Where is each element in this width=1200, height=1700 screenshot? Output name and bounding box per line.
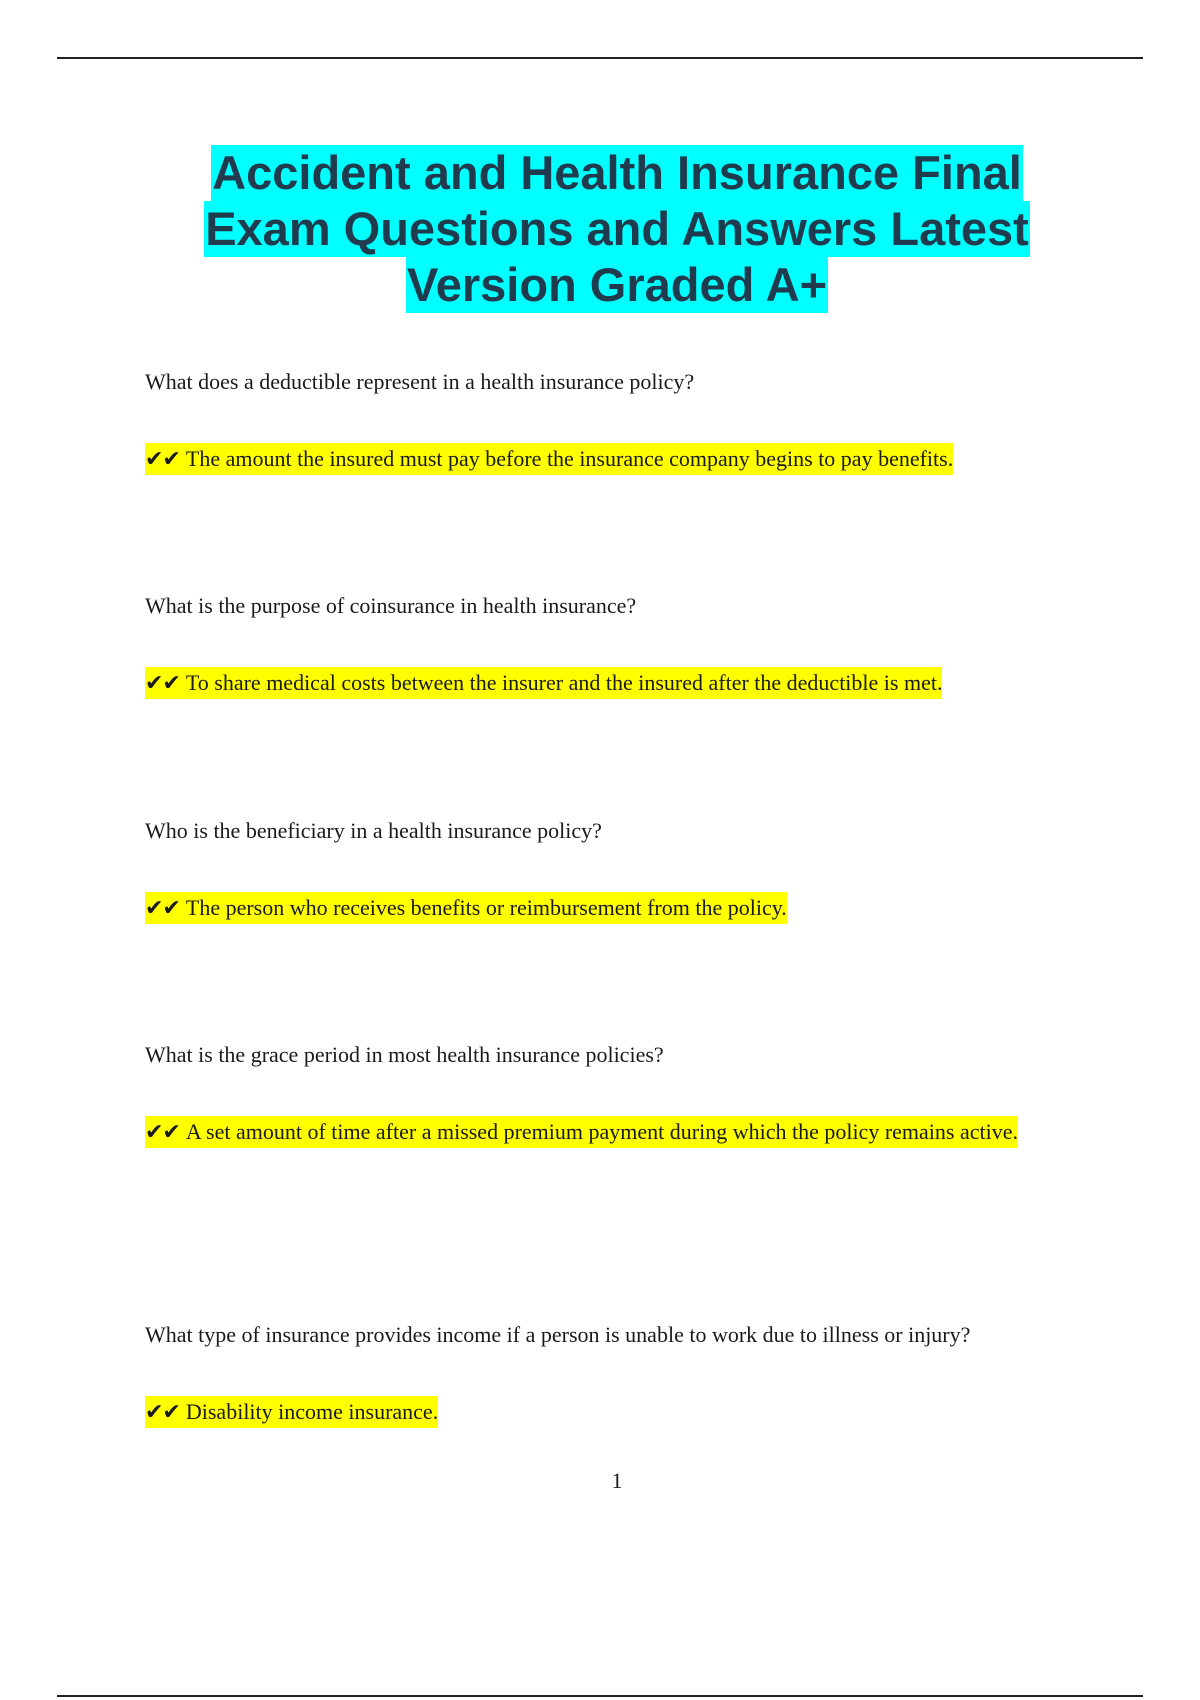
answer-text: To share medical costs between the insurer and the insured after the deductible is met. bbox=[185, 670, 943, 695]
answer-highlight bbox=[145, 443, 953, 475]
page-number: 1 bbox=[611, 1468, 623, 1493]
check-mark-icon: ✔✔ bbox=[145, 671, 180, 696]
check-mark-icon: ✔✔ bbox=[145, 896, 180, 921]
answer bbox=[145, 877, 1045, 939]
question: What is the purpose of coinsurance in health insurance? bbox=[145, 593, 637, 618]
answer-highlight bbox=[145, 667, 942, 699]
answer-highlight bbox=[145, 892, 787, 924]
question: What does a deductible represent in a health insurance policy? bbox=[145, 369, 695, 394]
question: What is the grace period in most health insurance policies? bbox=[145, 1042, 664, 1067]
answer-highlight bbox=[145, 1116, 1018, 1148]
title-line: Accident and Health Insurance Final bbox=[212, 146, 1022, 199]
answer-text: A set amount of time after a missed premium payment during which the policy remains active. bbox=[185, 1119, 1018, 1144]
check-mark-icon: ✔✔ bbox=[145, 1400, 180, 1425]
answer bbox=[145, 1101, 1045, 1163]
answer-text: Disability income insurance. bbox=[185, 1399, 439, 1424]
answer bbox=[145, 428, 1045, 490]
answer-highlight bbox=[145, 1396, 438, 1428]
check-mark-icon: ✔✔ bbox=[145, 447, 180, 472]
answer bbox=[145, 1381, 1045, 1443]
question: What type of insurance provides income if a person is unable to work due to illness or injury? bbox=[145, 1322, 971, 1347]
check-mark-icon: ✔✔ bbox=[145, 1120, 180, 1145]
question: Who is the beneficiary in a health insurance policy? bbox=[145, 818, 602, 843]
bottom-rule bbox=[57, 1695, 1143, 1697]
answer-text: The amount the insured must pay before the insurance company begins to pay benefits. bbox=[185, 446, 954, 471]
title-line: Version Graded A+ bbox=[406, 258, 828, 311]
title-line: Exam Questions and Answers Latest bbox=[205, 202, 1029, 255]
answer bbox=[145, 652, 1045, 714]
answer-text: The person who receives benefits or reimbursement from the policy. bbox=[185, 895, 787, 920]
